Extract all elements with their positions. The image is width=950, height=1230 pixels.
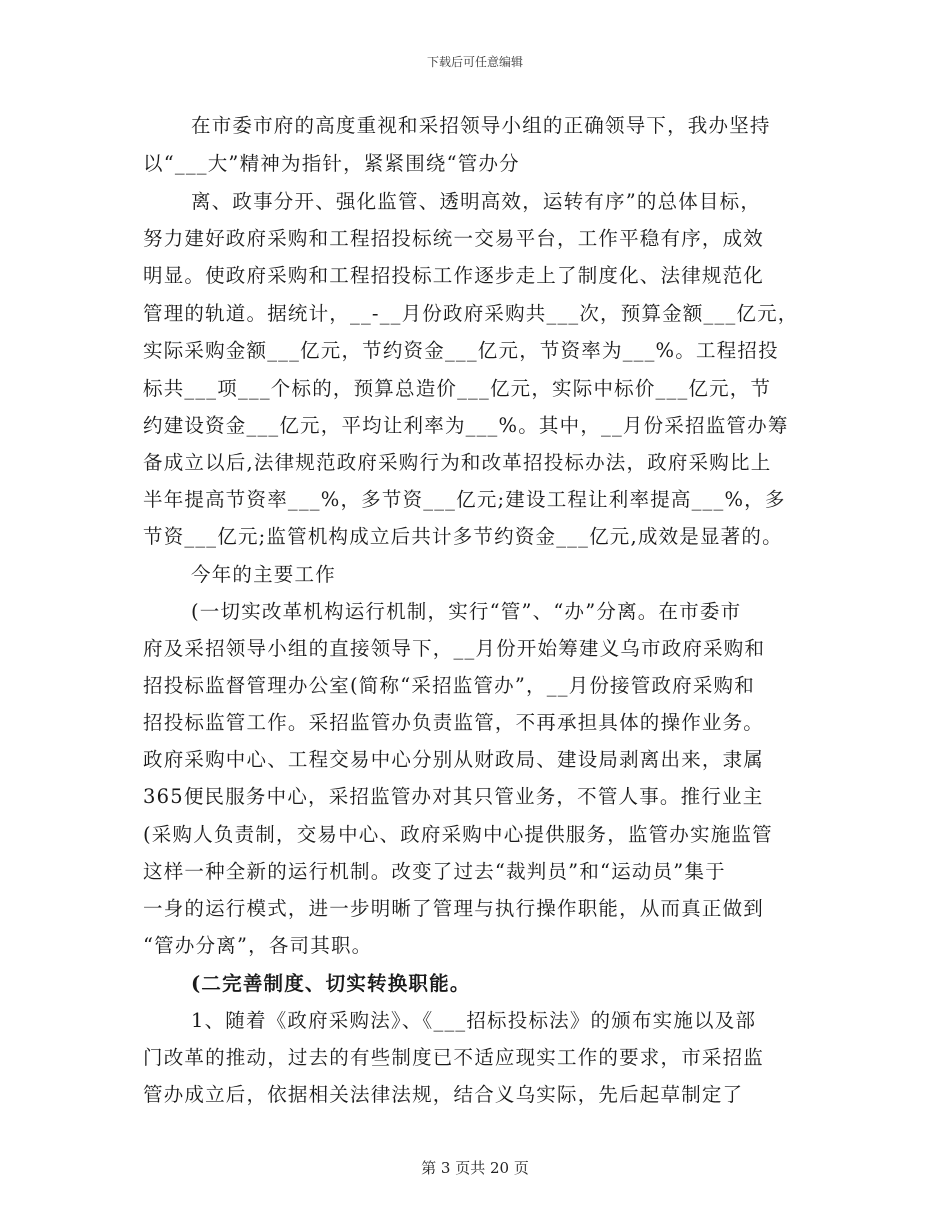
paragraph-line: 365便民服务中心，采招监管办对其只管业务，不管人事。推行业主 <box>143 785 764 808</box>
paragraph-line: 一身的运行模式，进一步明晰了管理与执行操作职能，从而真正做到 <box>143 897 765 920</box>
page-header: 下载后可任意编辑 <box>426 55 523 69</box>
paragraph-line: 备成立以后,法律规范政府采购行为和改革招投标办法，政府采购比上 <box>143 451 772 474</box>
paragraph-line: 招投标监督管理办公室(简称“采招监管办”，__月份接管政府采购和 <box>143 674 755 697</box>
section-heading: 今年的主要工作 <box>191 563 336 586</box>
paragraph-line: 约建设资金___亿元，平均让利率为___%。其中，__月份采招监管办筹 <box>143 414 789 437</box>
paragraph-line: 门改革的推动，过去的有些制度已不适应现实工作的要求，市采招监 <box>143 1046 765 1069</box>
paragraph-line: 离、政事分开、强化监管、透明高效，运转有序”的总体目标， <box>191 190 762 213</box>
paragraph-line: (采购人负责制，交易中心、政府采购中心提供服务，监管办实施监管 <box>143 823 773 846</box>
paragraph-line: 以“___大”精神为指针，紧紧围绕“管办分 <box>143 152 520 175</box>
paragraph-line: 实际采购金额___亿元，节约资金___亿元，节资率为___%。工程招投 <box>143 339 779 362</box>
paragraph-line: 府及采招领导小组的直接领导下，__月份开始筹建义乌市政府采购和 <box>143 637 766 660</box>
paragraph-line: 政府采购中心、工程交易中心分别从财政局、建设局剥离出来，隶属 <box>143 748 765 771</box>
paragraph-line: 明显。使政府采购和工程招投标工作逐步走上了制度化、法律规范化 <box>143 264 765 287</box>
paragraph-line: 招投标监管工作。采招监管办负责监管，不再承担具体的操作业务。 <box>143 711 765 734</box>
paragraph-line: 管办成立后，依据相关法律法规，结合义乌实际，先后起草制定了 <box>143 1083 744 1106</box>
paragraph-line: 管理的轨道。据统计，__-__月份政府采购共___次，预算金额___亿元， <box>143 302 799 325</box>
paragraph-line: (一切实改革机构运行机制，实行“管”、“办”分离。在市委市 <box>191 600 742 623</box>
paragraph-line: 1、随着《政府采购法》、《___招标投标法》的颁布实施以及部 <box>191 1009 757 1032</box>
paragraph-line: 努力建好政府采购和工程招投标统一交易平台，工作平稳有序，成效 <box>143 227 765 250</box>
paragraph-line: 节资___亿元;监管机构成立后共计多节约资金___亿元,成效是显著的。 <box>143 525 783 548</box>
section-heading-bold: (二完善制度、切实转换职能。 <box>191 972 471 995</box>
paragraph-line: 半年提高节资率___%，多节资___亿元;建设工程让利率提高___%，多 <box>143 488 786 511</box>
page-footer: 第 3 页共 20 页 <box>421 1159 529 1177</box>
paragraph-line: “管办分离”，各司其职。 <box>143 934 373 957</box>
paragraph-line: 在市委市府的高度重视和采招领导小组的正确领导下，我办坚持 <box>191 114 771 137</box>
paragraph-line: 这样一种全新的运行机制。改变了过去“裁判员”和“运动员”集于 <box>143 860 726 883</box>
paragraph-line: 标共___项___个标的，预算总造价___亿元，实际中标价___亿元，节 <box>143 377 772 400</box>
